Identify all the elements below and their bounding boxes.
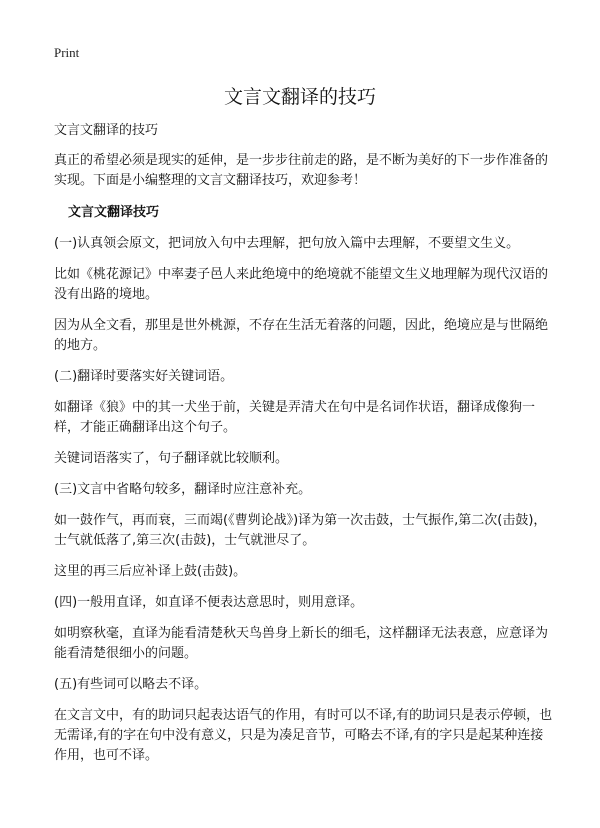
section-heading: 文言文翻译技巧 <box>68 205 160 220</box>
paragraph-13: 在文言文中，有的助词只起表达语气的作用，有时可以不译,有的助词只是表示停顿，也无需译,有的字在句中没有意义，只是为凑足音节，可略去不译,有的字只是起某种连接作用，也可不译。 <box>54 708 553 763</box>
print-link[interactable]: Print <box>54 45 80 60</box>
paragraph-1: (一)认真领会原文，把词放入句中去理解，把句放入篇中去理解，不要望文生义。 <box>54 236 520 251</box>
article-body <box>54 121 554 777</box>
paragraph-4: (二)翻译时要落实好关键词语。 <box>54 369 234 384</box>
paragraph-12: (五)有些词可以略去不译。 <box>54 677 208 692</box>
paragraph-8: 如一鼓作气，再而衰，三而竭(《曹刿论战》)译为第一次击鼓，士气振作,第二次(击鼓)，士气就低落了,第三次(击鼓)，士气就泄尽了。 <box>54 513 547 548</box>
paragraph-11: 如明察秋毫，直译为能看清楚秋天鸟兽身上新长的细毛，这样翻译无法表意，应意译为能看清楚很细小的问题。 <box>54 626 549 661</box>
intro-paragraph: 真正的希望必须是现实的延伸，是一步步往前走的路，是不断为美好的下一步作准备的实现。下面是小编整理的文言文翻译技巧，欢迎参考！ <box>54 153 549 188</box>
paragraph-6: 关键词语落实了，句子翻译就比较顺利。 <box>54 451 289 466</box>
paragraph-2: 比如《桃花源记》中率妻子邑人来此绝境中的绝境就不能望文生义地理解为现代汉语的没有出路的境地。 <box>54 267 549 302</box>
paragraph-9: 这里的再三后应补译上鼓(击鼓)。 <box>54 564 247 579</box>
paragraph-10: (四)一般用直译，如直译不便表达意思时，则用意译。 <box>54 595 364 610</box>
page-title: 文言文翻译的技巧 <box>223 86 376 108</box>
article-subtitle: 文言文翻译的技巧 <box>54 123 159 138</box>
paragraph-5: 如翻译《狼》中的其一犬坐于前，关键是弄清犬在句中是名词作状语，翻译成像狗一样，才能正确翻译出这个句子。 <box>54 400 536 435</box>
paragraph-3: 因为从全文看，那里是世外桃源，不存在生活无着落的问题，因此，绝境应是与世隔绝的地方。 <box>54 318 549 353</box>
paragraph-7: (三)文言中省略句较多，翻译时应注意补充。 <box>54 482 312 497</box>
